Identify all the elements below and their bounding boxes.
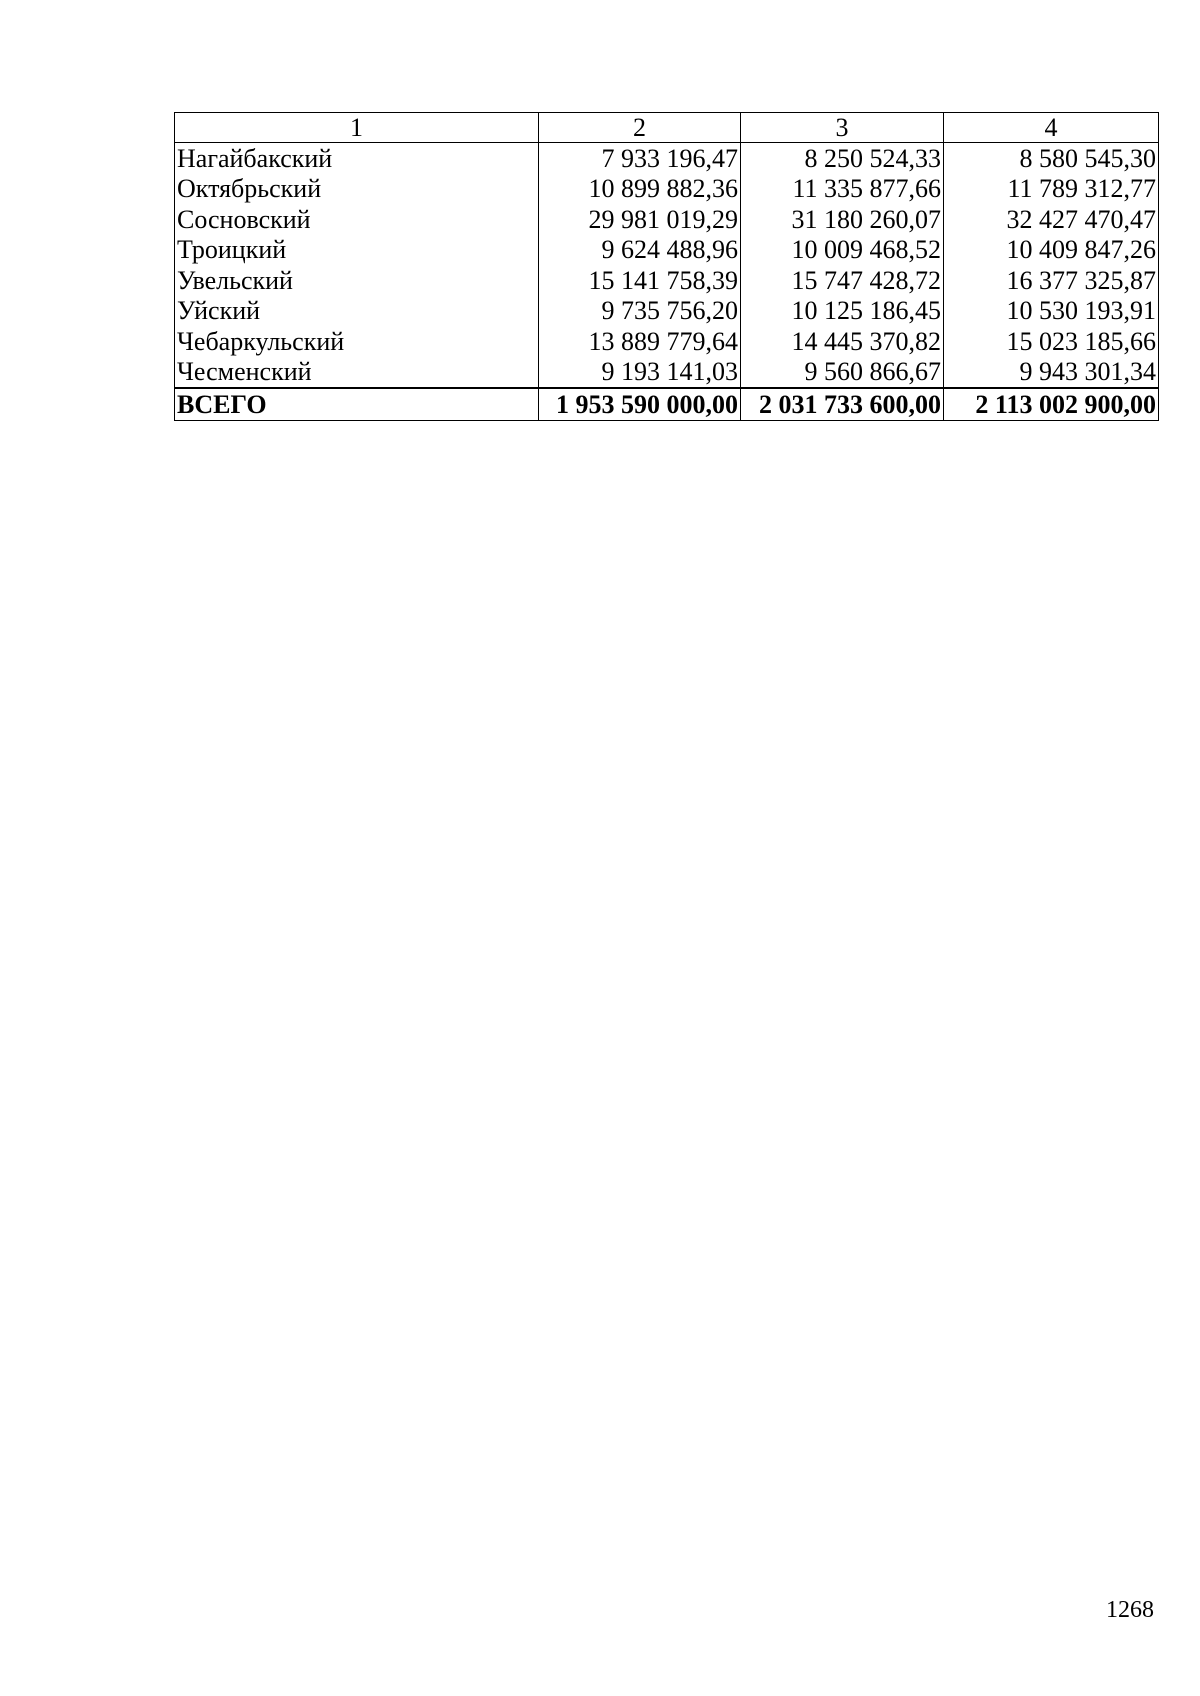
table-row — [175, 296, 1159, 327]
total-col-3: 2 031 733 600,00 — [741, 388, 944, 421]
district-name: Сосновский — [175, 204, 539, 235]
value-col-3: 14 445 370,82 — [741, 326, 944, 357]
district-name: Нагайбакский — [175, 143, 539, 174]
value-col-3: 8 250 524,33 — [741, 143, 944, 174]
table-row — [175, 204, 1159, 235]
table-row — [175, 265, 1159, 296]
value-col-2: 10 899 882,36 — [539, 174, 741, 205]
value-col-2: 7 933 196,47 — [539, 143, 741, 174]
district-name: Увельский — [175, 265, 539, 296]
budget-table — [174, 112, 1159, 421]
district-name: Октябрьский — [175, 174, 539, 205]
value-col-2: 29 981 019,29 — [539, 204, 741, 235]
column-header-4: 4 — [944, 113, 1159, 143]
value-col-4: 10 530 193,91 — [944, 296, 1159, 327]
table-row — [175, 143, 1159, 174]
district-name: Уйский — [175, 296, 539, 327]
total-col-2: 1 953 590 000,00 — [539, 388, 741, 421]
value-col-4: 15 023 185,66 — [944, 326, 1159, 357]
column-header-1: 1 — [175, 113, 539, 143]
value-col-2: 13 889 779,64 — [539, 326, 741, 357]
value-col-3: 15 747 428,72 — [741, 265, 944, 296]
district-name: Чесменский — [175, 357, 539, 389]
value-col-2: 9 624 488,96 — [539, 235, 741, 266]
column-header-2: 2 — [539, 113, 741, 143]
value-col-3: 10 009 468,52 — [741, 235, 944, 266]
page-number: 1268 — [1106, 1597, 1154, 1623]
value-col-3: 11 335 877,66 — [741, 174, 944, 205]
total-row — [175, 388, 1159, 421]
value-col-2: 9 193 141,03 — [539, 357, 741, 389]
value-col-4: 16 377 325,87 — [944, 265, 1159, 296]
header-row — [175, 113, 1159, 143]
value-col-4: 8 580 545,30 — [944, 143, 1159, 174]
table-row — [175, 235, 1159, 266]
table-row — [175, 326, 1159, 357]
value-col-2: 9 735 756,20 — [539, 296, 741, 327]
value-col-4: 9 943 301,34 — [944, 357, 1159, 389]
column-header-3: 3 — [741, 113, 944, 143]
value-col-3: 31 180 260,07 — [741, 204, 944, 235]
value-col-3: 9 560 866,67 — [741, 357, 944, 389]
table-row — [175, 357, 1159, 389]
value-col-4: 10 409 847,26 — [944, 235, 1159, 266]
value-col-4: 11 789 312,77 — [944, 174, 1159, 205]
total-col-4: 2 113 002 900,00 — [944, 388, 1159, 421]
value-col-3: 10 125 186,45 — [741, 296, 944, 327]
district-name: Троицкий — [175, 235, 539, 266]
value-col-2: 15 141 758,39 — [539, 265, 741, 296]
district-name: Чебаркульский — [175, 326, 539, 357]
table-row — [175, 174, 1159, 205]
total-label: ВСЕГО — [175, 388, 539, 421]
value-col-4: 32 427 470,47 — [944, 204, 1159, 235]
